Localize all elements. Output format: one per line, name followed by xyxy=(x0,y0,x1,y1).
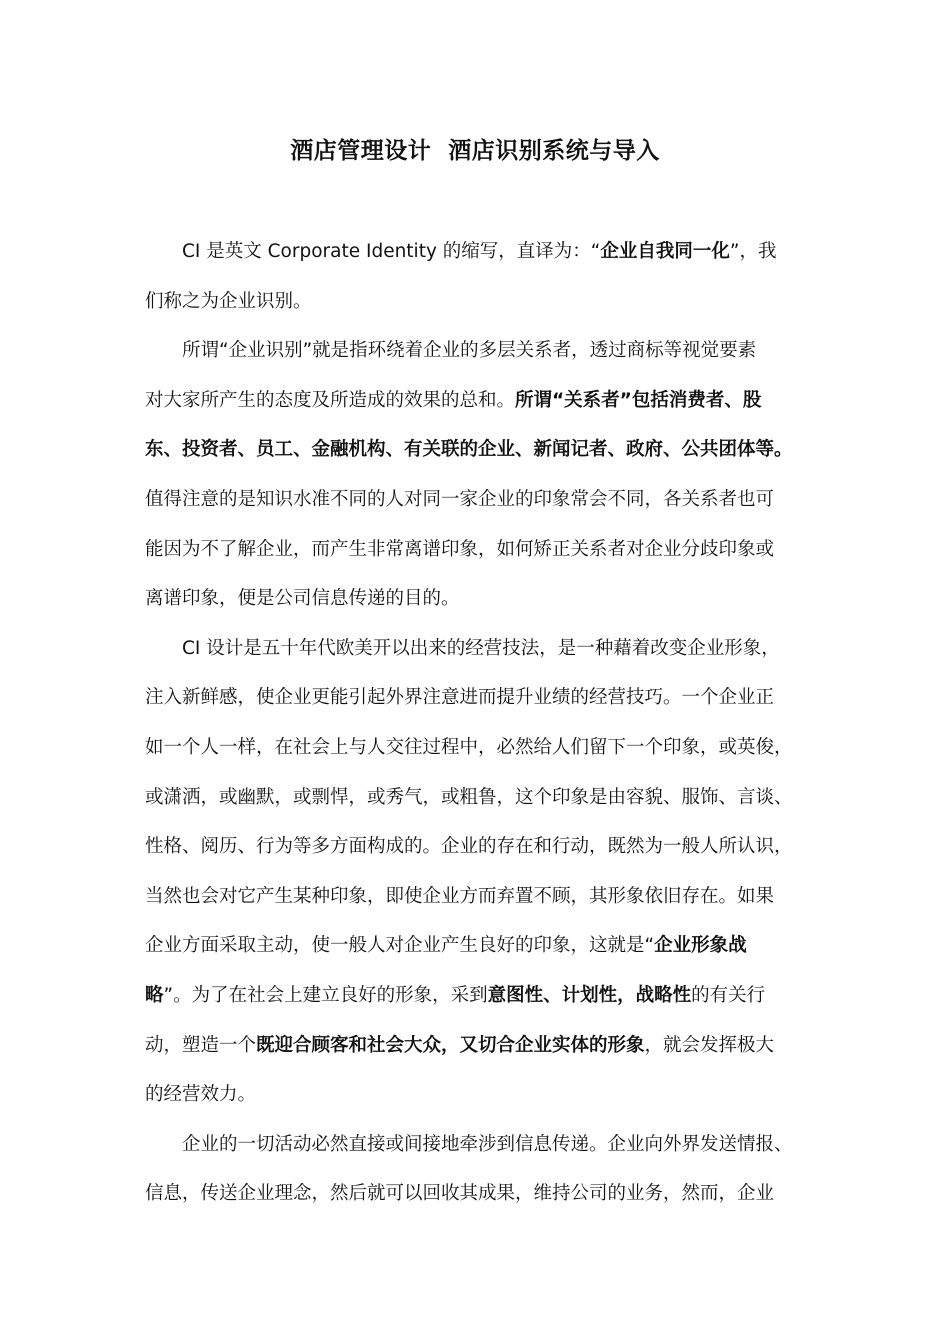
text-line xyxy=(145,673,810,723)
text-line xyxy=(145,574,810,624)
text-line xyxy=(145,872,810,922)
text-line xyxy=(145,425,810,475)
bold-text-segment: 既迎合顾客和社会大众，又切合企业实体的形象 xyxy=(256,1034,645,1056)
paragraph xyxy=(145,1120,810,1219)
text-segment: CI 是英文 Corporate Identity 的缩写，直译为：“ xyxy=(182,241,601,262)
text-segment: 性格、阅历、行为等多方面构成的。企业的存在和行动，既然为一般人所认识， xyxy=(145,836,793,858)
text-line xyxy=(145,723,810,773)
text-segment: 离谱印象，便是公司信息传递的目的。 xyxy=(145,588,460,610)
text-line xyxy=(145,822,810,872)
text-line xyxy=(145,1169,810,1219)
text-line xyxy=(145,475,810,525)
text-segment: 或潇洒，或幽默，或剽悍，或秀气，或粗鲁，这个印象是由容貌、服饰、言谈、 xyxy=(145,786,793,808)
text-line xyxy=(145,1070,810,1120)
text-line xyxy=(145,525,810,575)
text-line xyxy=(145,326,810,376)
text-segment: 动，塑造一个 xyxy=(145,1034,257,1056)
text-segment: 当然也会对它产生某种印象，即使企业方而弃置不顾，其形象依旧存在。如果 xyxy=(145,885,775,907)
text-line xyxy=(145,227,810,277)
text-segment: 的经营效力。 xyxy=(145,1084,257,1106)
document-body xyxy=(145,227,810,1219)
text-line xyxy=(145,921,810,971)
text-segment: 企业方面采取主动，使一般人对企业产生良好的印象，这就是“ xyxy=(145,935,655,957)
text-segment: ”。为了在社会上建立良好的形象，采到 xyxy=(163,984,488,1006)
bold-text-segment: 意图性、计划性，战略性 xyxy=(487,984,692,1006)
bold-text-segment: 东、投资者、员工、金融机构、有关联的企业、新闻记者、政府、公共团体等。 xyxy=(145,439,793,461)
paragraph xyxy=(145,326,810,624)
paragraph xyxy=(145,227,810,326)
text-segment: 的有关行 xyxy=(691,984,766,1006)
text-line xyxy=(145,277,810,327)
text-segment: ，就会发挥极大 xyxy=(644,1034,775,1056)
text-segment: 企业的一切活动必然直接或间接地牵涉到信息传递。企业向外界发送情报、 xyxy=(182,1133,793,1155)
text-line xyxy=(145,376,810,426)
text-segment: CI 设计是五十年代欧美开以出来的经营技法，是一种藉着改变企业形象， xyxy=(182,637,780,659)
text-line xyxy=(145,773,810,823)
text-line xyxy=(145,1021,810,1071)
text-segment: 所谓“企业识别”就是指环绕着企业的多层关系者，透过商标等视觉要素 xyxy=(182,340,757,362)
bold-text-segment: 企业形象战 xyxy=(654,935,747,957)
text-line xyxy=(145,971,810,1021)
bold-text-segment: 略 xyxy=(145,984,164,1006)
text-segment: 值得注意的是知识水准不同的人对同一家企业的印象常会不同，各关系者也可 xyxy=(145,488,775,510)
document-title: 酒店管理设计 酒店识别系统与导入 xyxy=(290,138,660,164)
bold-text-segment: 所谓“关系者”包括消费者、股 xyxy=(515,389,762,411)
bold-text-segment: 企业自我同一化 xyxy=(600,241,730,262)
text-segment: ”，我 xyxy=(729,241,777,262)
text-line xyxy=(145,1120,810,1170)
text-segment: 们称之为企业识别。 xyxy=(145,290,312,312)
text-segment: 对大家所产生的态度及所造成的效果的总和。 xyxy=(145,389,516,411)
text-segment: 能因为不了解企业，而产生非常离谱印象，如何矫正关系者对企业分歧印象或 xyxy=(145,538,775,560)
text-segment: 信息，传送企业理念，然后就可以回收其成果，维持公司的业务，然而，企业 xyxy=(145,1183,775,1205)
paragraph xyxy=(145,624,810,1120)
text-line xyxy=(145,624,810,674)
text-segment: 注入新鲜感，使企业更能引起外界注意进而提升业绩的经营技巧。一个企业正 xyxy=(145,687,775,709)
text-segment: 如一个人一样，在社会上与人交往过程中，必然给人们留下一个印象，或英俊， xyxy=(145,736,793,758)
